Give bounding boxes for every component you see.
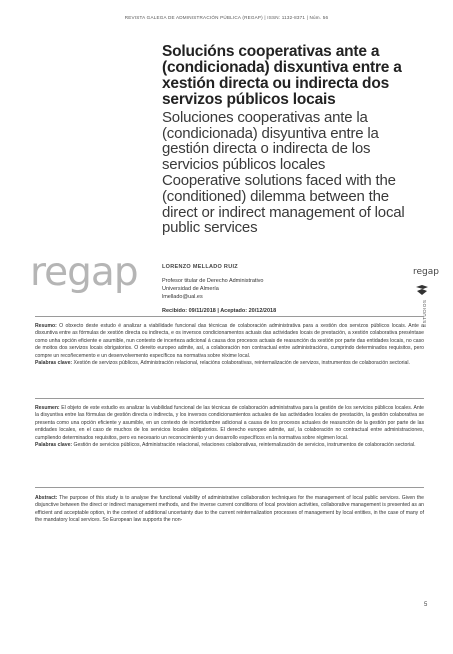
abstract-english: [35, 495, 424, 525]
abstract-text: The purpose of this study is to analyse the functional viability of administrative collaboration techniques for the management of local public services. Given the disjunctive between the direct or indirect management methods, and the inverse current conditions of local provision activities, collaborative management is presented as an efficient and acceptable option, in the context of additional uncertainty due to the current reinternalization processes of management by local entities, in the case of many of the mandatory local services. So European law supports the non-: [35, 495, 425, 524]
regap-small-logo: regap: [413, 267, 439, 277]
divider: [35, 398, 424, 399]
page-number: 5: [424, 602, 428, 608]
author-email[interactable]: lmellado@ual.es: [162, 293, 203, 300]
author-name: LORENZO MELLADO RUIZ: [162, 264, 238, 270]
title-block: [162, 44, 422, 236]
section-label: ESTUDIOS: [422, 299, 427, 327]
title-galician: Solucións cooperativas ante a (condicionada) disxuntiva entre a xestión directa ou indirecta dos servizos públicos locais: [162, 43, 402, 108]
abstract-galician: [35, 323, 424, 367]
abstract-label: Abstract:: [35, 495, 58, 501]
abstract-text: O obxecto deste estudo é analizar a viabilidade funcional das técnicas de colaboración administrativa para a xestión dos servizos públicos locais. Ante a disxuntiva entre as fórmulas de xestión directa ou indirecta, e os inversos condicionamentos actuais das actividades locais de prestación, a xestión colaborativa preséntase como unha opción eficiente e asumible, nun contexto de incerteza adicional á causa dos procesos actuais de reasunción da xestión por parte das entidades locais, no caso de moitos dos servizos locais obrigatorios. O dereito europeo admite, así, a colaboración non contractual entre administracións, cumprindo determinados requisitos, pero compre un recoñecemento e un desenvolvemento específicos na normativa sobre réxime local.: [35, 323, 424, 359]
keywords-label: Palabras clave:: [35, 360, 73, 367]
abstract-label: Resumen:: [35, 405, 60, 411]
divider: [35, 316, 424, 317]
abstract-text: El objeto de este estudio es analizar la viabilidad funcional de las técnicas de colaboración administrativa para la gestión de los servicios públicos locales. Ante la disyuntiva entre las fórmulas de gestión directa o indirecta, y los inversos condicionamientos actuales de las actividades locales de prestación, la gestión colaborativa se presenta como una opción eficiente y asumible, en un contexto de incertidumbre adicional a causa de los procesos actuales de reasunción de la gestión por parte de las entidades locales, en el caso de muchos de los servicios locales obligatorios. El derecho europeo admite, así, la colaboración no contractual entre administraciones, cumpliendo determinados requisitos, pero es necesario un reconocimiento y un desarrollo específicos en la normativa sobre régimen local.: [35, 405, 424, 441]
regap-emblem-icon: [415, 283, 429, 297]
keywords-text: Gestión de servicios públicos, Administración relacional, relaciones colaborativas, reinternalización de servicios, instrumentos de colaboración sectorial.: [73, 442, 416, 449]
author-block: [162, 264, 362, 314]
keywords-label: Palabras clave:: [35, 442, 73, 449]
author-university: Universidad de Almería: [162, 285, 219, 292]
title-spanish: Soluciones cooperativas ante la (condicionada) disyuntiva entre la gestión directa o indirecta de los servicios públicos locales: [162, 109, 379, 173]
author-position: Profesor titular de Derecho Administrativo: [162, 278, 264, 284]
abstract-label: Resumo:: [35, 323, 57, 329]
regap-logo: regap: [30, 250, 138, 295]
journal-header: REVISTA GALEGA DE ADMINISTRACIÓN PÚBLICA (REGAP) | ISSN: 1132-8371 | Núm. 56: [124, 15, 329, 20]
title-english: Cooperative solutions faced with the (conditioned) dilemma between the direct or indirect management of local public services: [162, 172, 405, 237]
keywords-text: Xestión de servizos públicos, Administración relacional, relacións colaborativas, reinternalización de servizos, instrumentos de colaboración sectorial.: [73, 360, 410, 367]
abstract-spanish: [35, 405, 424, 449]
received-accepted-dates: Recibido: 09/11/2018 | Aceptado: 20/12/2018: [162, 308, 277, 315]
divider: [35, 487, 424, 488]
